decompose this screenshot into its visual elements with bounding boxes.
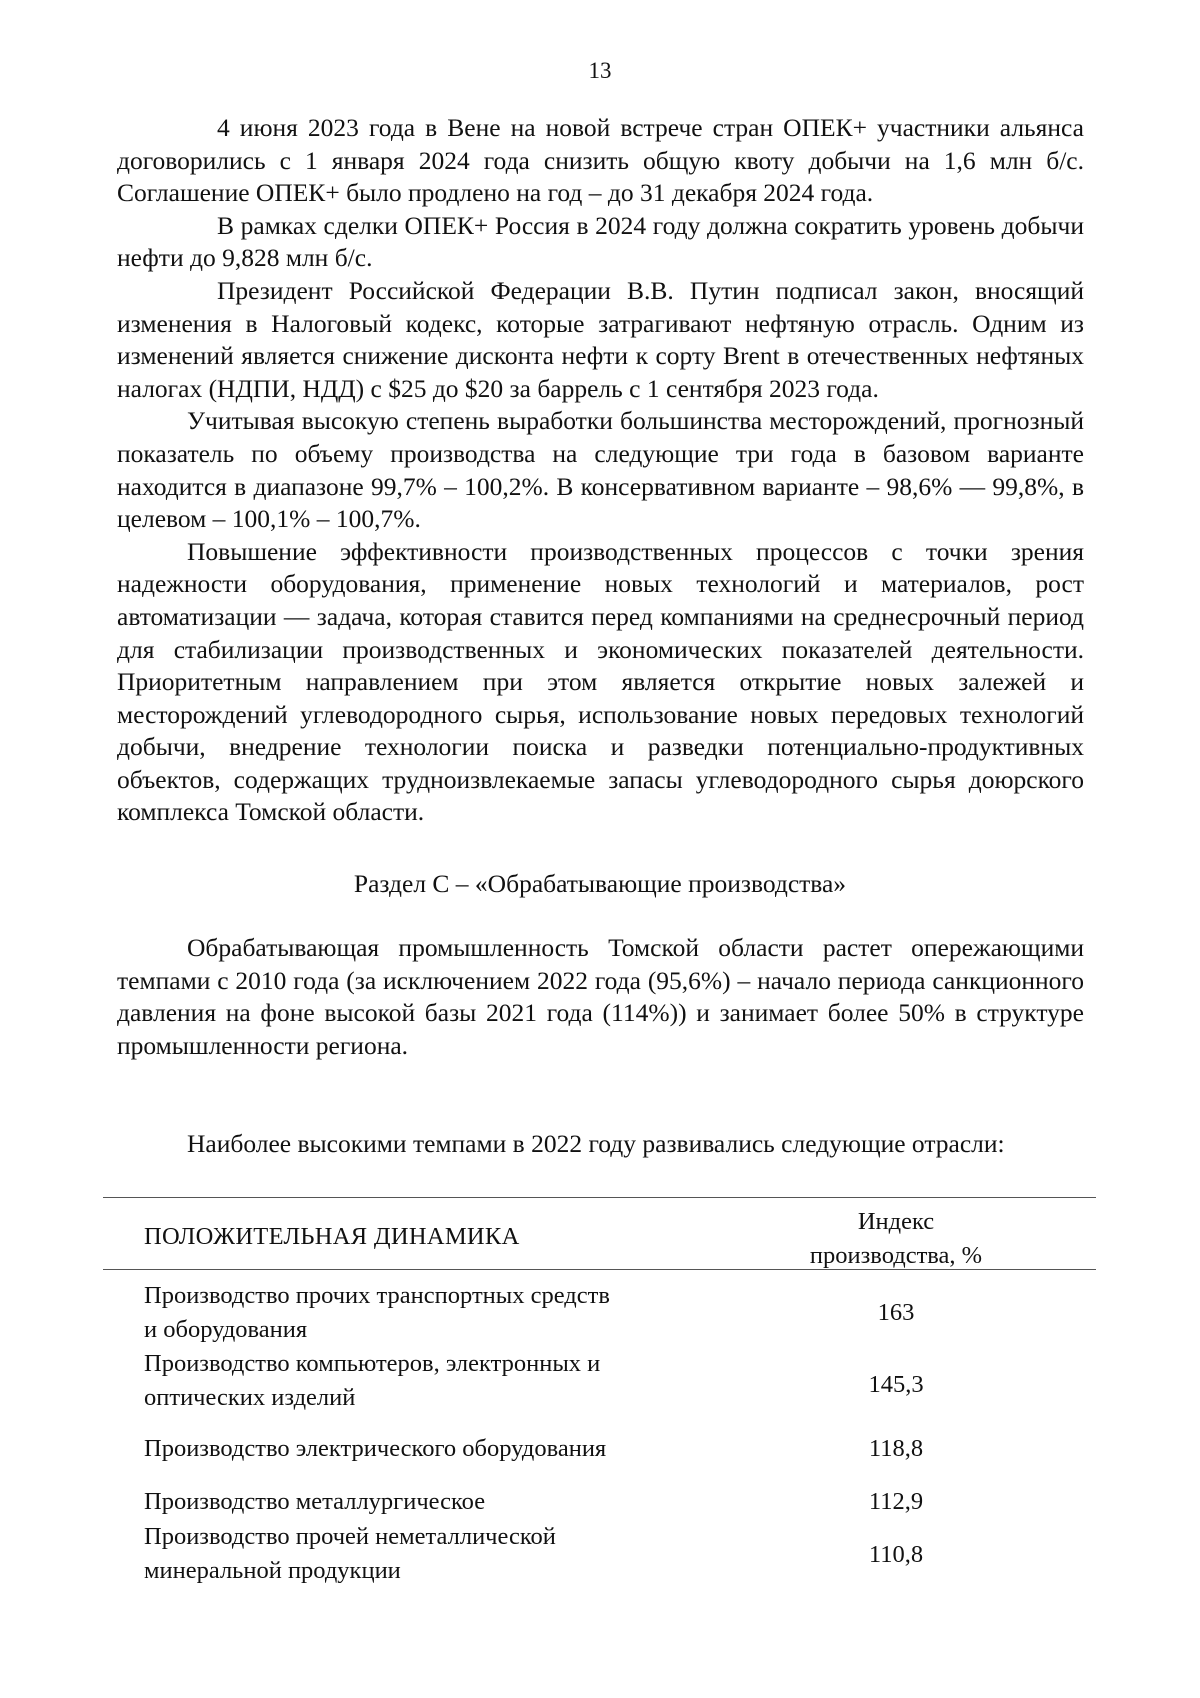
paragraph-efficiency: Повышение эффективности производственных процессов с точки зрения надежности оборудования, применение новых технологий и материалов, рост автоматизации — задача, которая ставится перед компаниями на среднесрочный период для стабилизации производственных и экономических показателей деятельности. Приоритетным направлением при этом является открытие новых залежей и месторождений углеводородного сырья, использование новых передовых технологий добычи, внедрение технологии поиска и разведки потенциально-продуктивных объектов, содержащих трудноизвлекаемые запасы углеводородного сырья доюрского комплекса Томской области. — [117, 536, 1084, 827]
table-value-header-line2: производства, % — [809, 1242, 983, 1269]
table-row-label — [144, 1520, 744, 1588]
table-row-value: 163 — [877, 1299, 915, 1326]
row-label-line2: оптических изделий — [144, 1384, 356, 1411]
table-top-rule — [103, 1197, 1096, 1198]
body-text — [117, 112, 1084, 829]
row-label-line1: Производство металлургическое — [144, 1488, 486, 1515]
table-intro: Наиболее высокими темпами в 2022 году развивались следующие отрасли: — [187, 1129, 1005, 1158]
page-number: 13 — [588, 58, 612, 83]
table-row-label — [144, 1279, 744, 1347]
section-heading: Раздел С – «Обрабатывающие производства» — [353, 869, 847, 898]
table-row-label — [144, 1432, 744, 1466]
table-label-header: ПОЛОЖИТЕЛЬНАЯ ДИНАМИКА — [144, 1223, 520, 1250]
paragraph-manufacturing: Обрабатывающая промышленность Томской области растет опережающими темпами с 2010 года (за исключением 2022 года (95,6%) – начало периода санкционного давления на фоне высокой базы 2021 года (114%)) и занимает более 50% в структуре промышленности региона. — [117, 933, 1084, 1060]
table-row-value: 118,8 — [868, 1435, 924, 1462]
paragraph-russia-production: В рамках сделки ОПЕК+ Россия в 2024 году должна сократить уровень добычи нефти до 9,828 млн б/с. — [117, 210, 1084, 273]
table-value-header-line1: Индекс — [857, 1208, 935, 1235]
row-label-line1: Производство компьютеров, электронных и — [144, 1350, 601, 1377]
table-row-label — [144, 1485, 744, 1519]
table-header-rule — [103, 1269, 1096, 1270]
row-label-line2: минеральной продукции — [144, 1557, 401, 1584]
table-row-value: 112,9 — [868, 1488, 924, 1515]
table-row-label — [144, 1347, 744, 1415]
paragraph-opec-quota: 4 июня 2023 года в Вене на новой встрече стран ОПЕК+ участники альянса договорились с 1 января 2024 года снизить общую квоту добычи на 1,6 млн б/с. Соглашение ОПЕК+ было продлено на год – до 31 декабря 2024 года. — [117, 113, 1084, 208]
table-row-value: 110,8 — [868, 1541, 924, 1568]
paragraph-tax-code: Президент Российской Федерации В.В. Путин подписал закон, вносящий изменения в Налоговый кодекс, которые затрагивают нефтяную отрасль. Одним из изменений является снижение дисконта нефти к сорту Brent в отечественных нефтяных налогах (НДПИ, НДД) с $25 до $20 за баррель с 1 сентября 2023 года. — [117, 275, 1084, 403]
row-label-line1: Производство прочих транспортных средств — [144, 1282, 610, 1309]
paragraph-forecast: Учитывая высокую степень выработки большинства месторождений, прогнозный показатель по объему производства на следующие три года в базовом варианте находится в диапазоне 99,7% – 100,2%. В консервативном варианте – 98,6% — 99,8%, в целевом – 100,1% – 100,7%. — [117, 406, 1084, 534]
table-value-header — [770, 1205, 1022, 1273]
row-label-line1: Производство прочей неметаллической — [144, 1523, 556, 1550]
row-label-line2: и оборудования — [144, 1316, 308, 1343]
table-row-value: 145,3 — [868, 1371, 924, 1398]
row-label-line1: Производство электрического оборудования — [144, 1435, 607, 1462]
